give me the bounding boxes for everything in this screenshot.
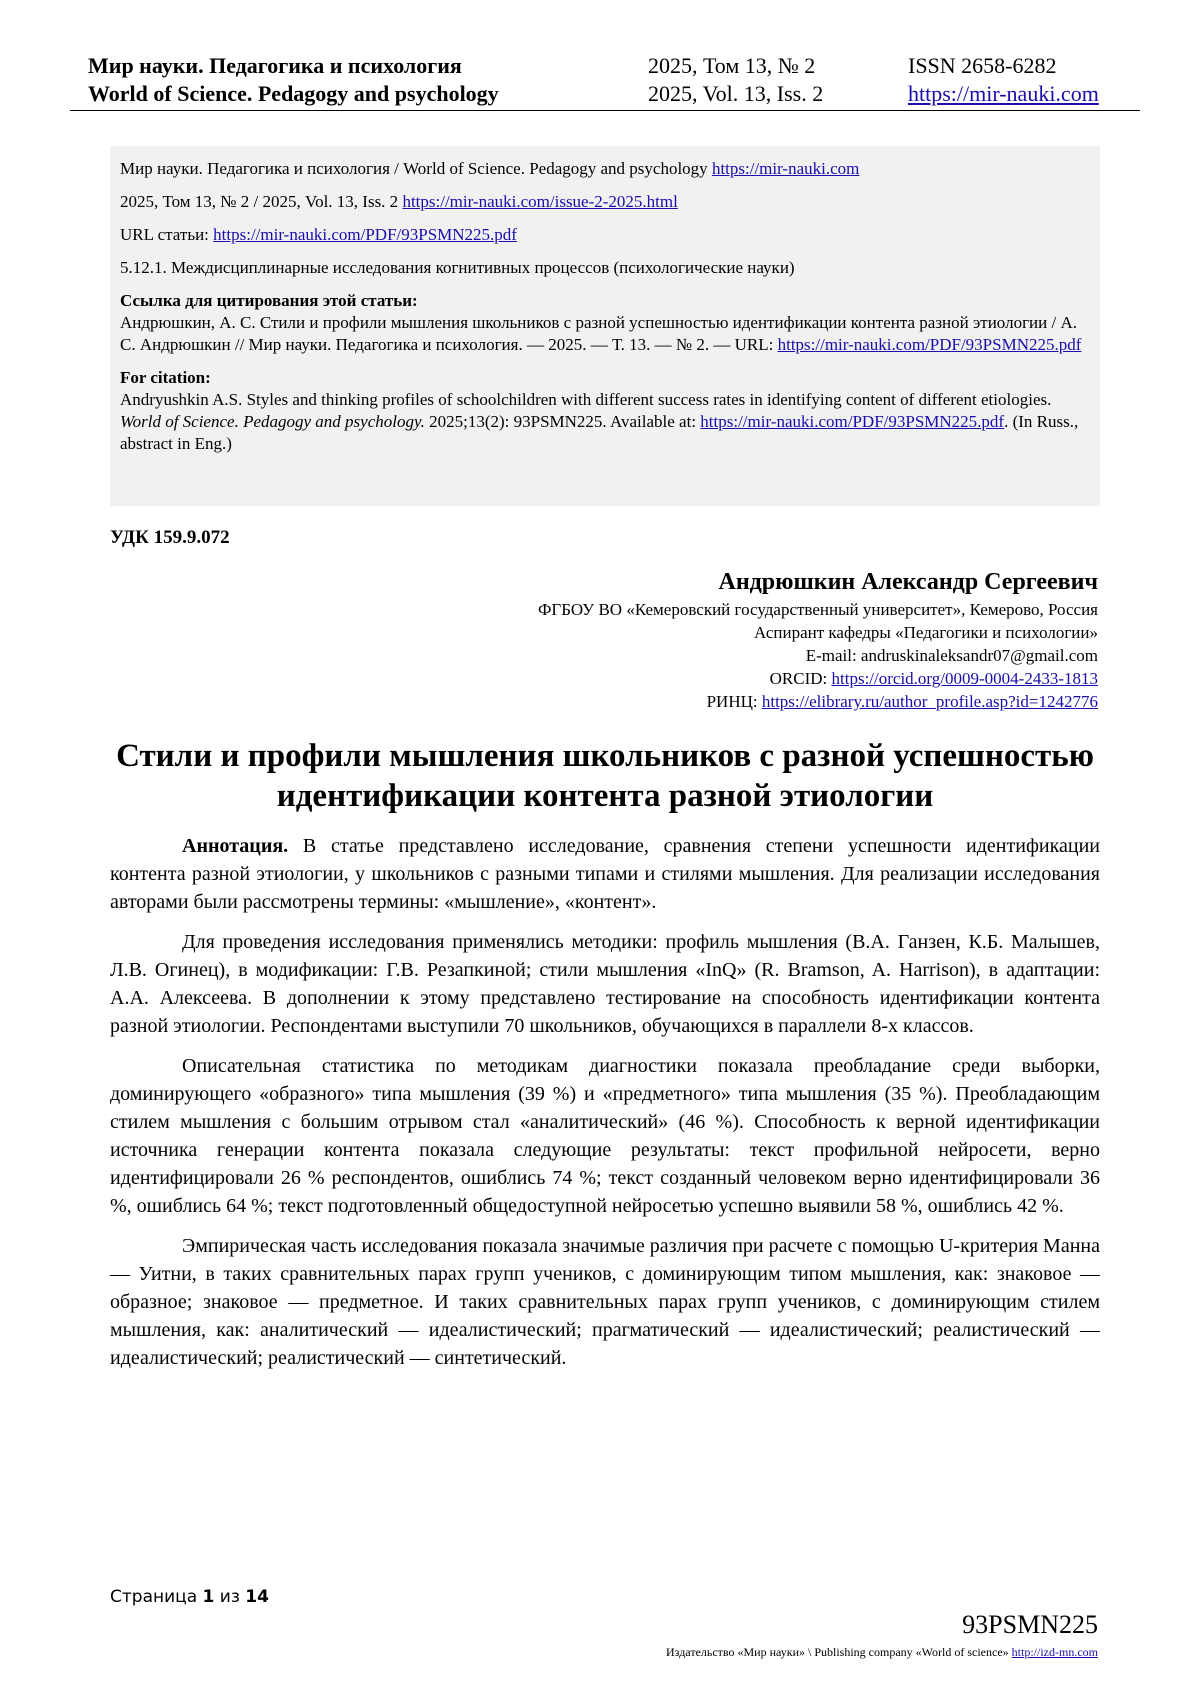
- journal-link[interactable]: https://mir-nauki.com: [711, 159, 860, 178]
- cite-ru-link[interactable]: https://mir-nauki.com/PDF/93PSMN225.pdf: [777, 335, 1082, 354]
- abstract-paragraph: Эмпирическая часть исследования показала значимые различия при расчете с помощью U-критерия Манна — Уитни, в таких сравнительных парах групп учеников, с доминирующим типом мышления, как: знаковое — образное; знаковое — предметное. И таких сравнительных парах групп учеников, с доминирующим стилем мышления, как: аналитический — идеалистический; прагматический — идеалистический; реалистический — идеалистический; реалистический — синтетический.: [110, 1235, 1100, 1369]
- author-email: andruskinaleksandr07@gmail.com: [860, 646, 1098, 665]
- abstract: [110, 832, 1100, 1384]
- issn: ISSN 2658-6282: [908, 53, 1057, 78]
- running-header: [88, 52, 1136, 112]
- issn-block: [908, 52, 1099, 108]
- cite-ru-text: Андрюшкин, А. С. Стили и профили мышления школьников с разной успешностью идентификации контента разной этиологии / А. С. Андрюшкин // Мир науки. Педагогика и психология. — 2025. — Т. 13. — № 2. — URL:: [120, 313, 1077, 354]
- cite-ru-label: Ссылка для цитирования этой статьи:: [120, 291, 418, 310]
- abstract-paragraph: Аннотация. В статье представлено исследование, сравнения степени успешности идентификации контента разной этиологии, у школьников с разными типами и стилями мышления. Для реализации исследования авторами были рассмотрены термины: «мышление», «контент».: [110, 835, 1101, 913]
- article-code: 93PSMN225: [962, 1610, 1098, 1639]
- publisher-link[interactable]: http://izd-mn.com: [1011, 1645, 1098, 1659]
- citation-info-box: Мир науки. Педагогика и психология / World of Science. Pedagogy and psychology https://mir-nauki.com 2025, Том 13, № 2 / 2025, Vol. 13, Iss. 2 https://mir-nauki.com/issue-2-2025.html URL статьи: https://mir-nauki.com/PDF/93PSMN225.pdf 5.12.1. Междисциплинарные исследования когнитивных процессов (психологические науки) Ссылка для цитирования этой статьи: Андрюшкин, А. С. Стили и профили мышления школьников с разной успешностью идентификации контента разной этиологии / А. С. Андрюшкин // Мир науки. Педагогика и психология. — 2025. — Т. 13. — № 2. — URL: https://mir-nauki.com/PDF/93PSMN225.pdf For citation: Andryushkin A.S. Styles and thinking profiles of schoolchildren with different success rates in identifying content of different etiologies. World of Science. Pedagogy and psychology. 2025;13(2): 93PSMN225. Available at: https://mir-nauki.com/PDF/93PSMN225.pdf. (In Russ., abstract in Eng.): [110, 146, 1100, 506]
- author-block: Андрюшкин Александр Сергеевич ФГБОУ ВО «Кемеровский государственный университет», Кемерово, Россия Аспирант кафедры «Педагогики и психологии» E-mail: andruskinaleksandr07@gmail.com ORCID: https://orcid.org/0009-0004-2433-1813 РИНЦ: https://elibrary.ru/author_profile.asp?id=1242776: [198, 566, 1098, 713]
- udk: УДК 159.9.072: [110, 527, 230, 548]
- abstract-paragraph: Для проведения исследования применялись методики: профиль мышления (В.А. Ганзен, К.Б. Малышев, Л.В. Огинец), в модификации: Г.В. Резапкиной; стили мышления «InQ» (R. Bramson, A. Harrison), в адаптации: А.А. Алексеева. В дополнении к этому представлено тестирование на способность идентификации контента разной этиологии. Респондентами выступили 70 школьников, обучающихся в параллели 8-х классов.: [110, 931, 1100, 1037]
- cite-en-link[interactable]: https://mir-nauki.com/PDF/93PSMN225.pdf: [700, 412, 1005, 431]
- specialty: 5.12.1. Междисциплинарные исследования когнитивных процессов (психологические науки): [120, 258, 795, 277]
- abstract-label: Аннотация.: [182, 835, 289, 857]
- journal-name: Мир науки. Педагогика и психология World of Science. Pedagogy and psychology: [88, 53, 499, 106]
- issue-info: 2025, Том 13, № 2 2025, Vol. 13, Iss. 2: [648, 53, 824, 106]
- rinc-link[interactable]: https://elibrary.ru/author_profile.asp?id=1242776: [761, 692, 1098, 711]
- author-name: Андрюшкин Александр Сергеевич: [718, 569, 1098, 595]
- issue-link[interactable]: https://mir-nauki.com/issue-2-2025.html: [402, 192, 678, 211]
- page-number: Страница 1 из 14: [110, 1587, 269, 1607]
- author-position: Аспирант кафедры «Педагогики и психологии»: [753, 623, 1098, 642]
- header-divider: [70, 110, 1140, 111]
- site-link[interactable]: https://mir-nauki.com: [908, 81, 1099, 106]
- affiliation: ФГБОУ ВО «Кемеровский государственный университет», Кемерово, Россия: [537, 600, 1098, 619]
- article-link[interactable]: https://mir-nauki.com/PDF/93PSMN225.pdf: [213, 225, 517, 244]
- publisher-line: Издательство «Мир науки» \ Publishing company «World of science» http://izd-mn.com: [666, 1645, 1098, 1659]
- abstract-paragraph: Описательная статистика по методикам диагностики показала преобладание среди выборки, доминирующего «образного» типа мышления (39 %) и «предметного» типа мышления (35 %). Преобладающим стилем мышления с большим отрывом стал «аналитический» (46 %). Способность к верной идентификации источника генерации контента показала следующие результаты: текст профильной нейросети, верно идентифицировали 26 % респондентов, ошиблись 74 %; текст созданный человеком верно идентифицировали 36 %, ошиблись 64 %; текст подготовленный общедоступной нейросетью успешно выявили 58 %, ошиблись 42 %.: [110, 1055, 1100, 1217]
- orcid-link[interactable]: https://orcid.org/0009-0004-2433-1813: [831, 669, 1098, 688]
- article-title: Стили и профили мышления школьников с разной успешностью идентификации контента разной этиологии: [116, 738, 1094, 814]
- cite-en-label: For citation:: [120, 368, 211, 387]
